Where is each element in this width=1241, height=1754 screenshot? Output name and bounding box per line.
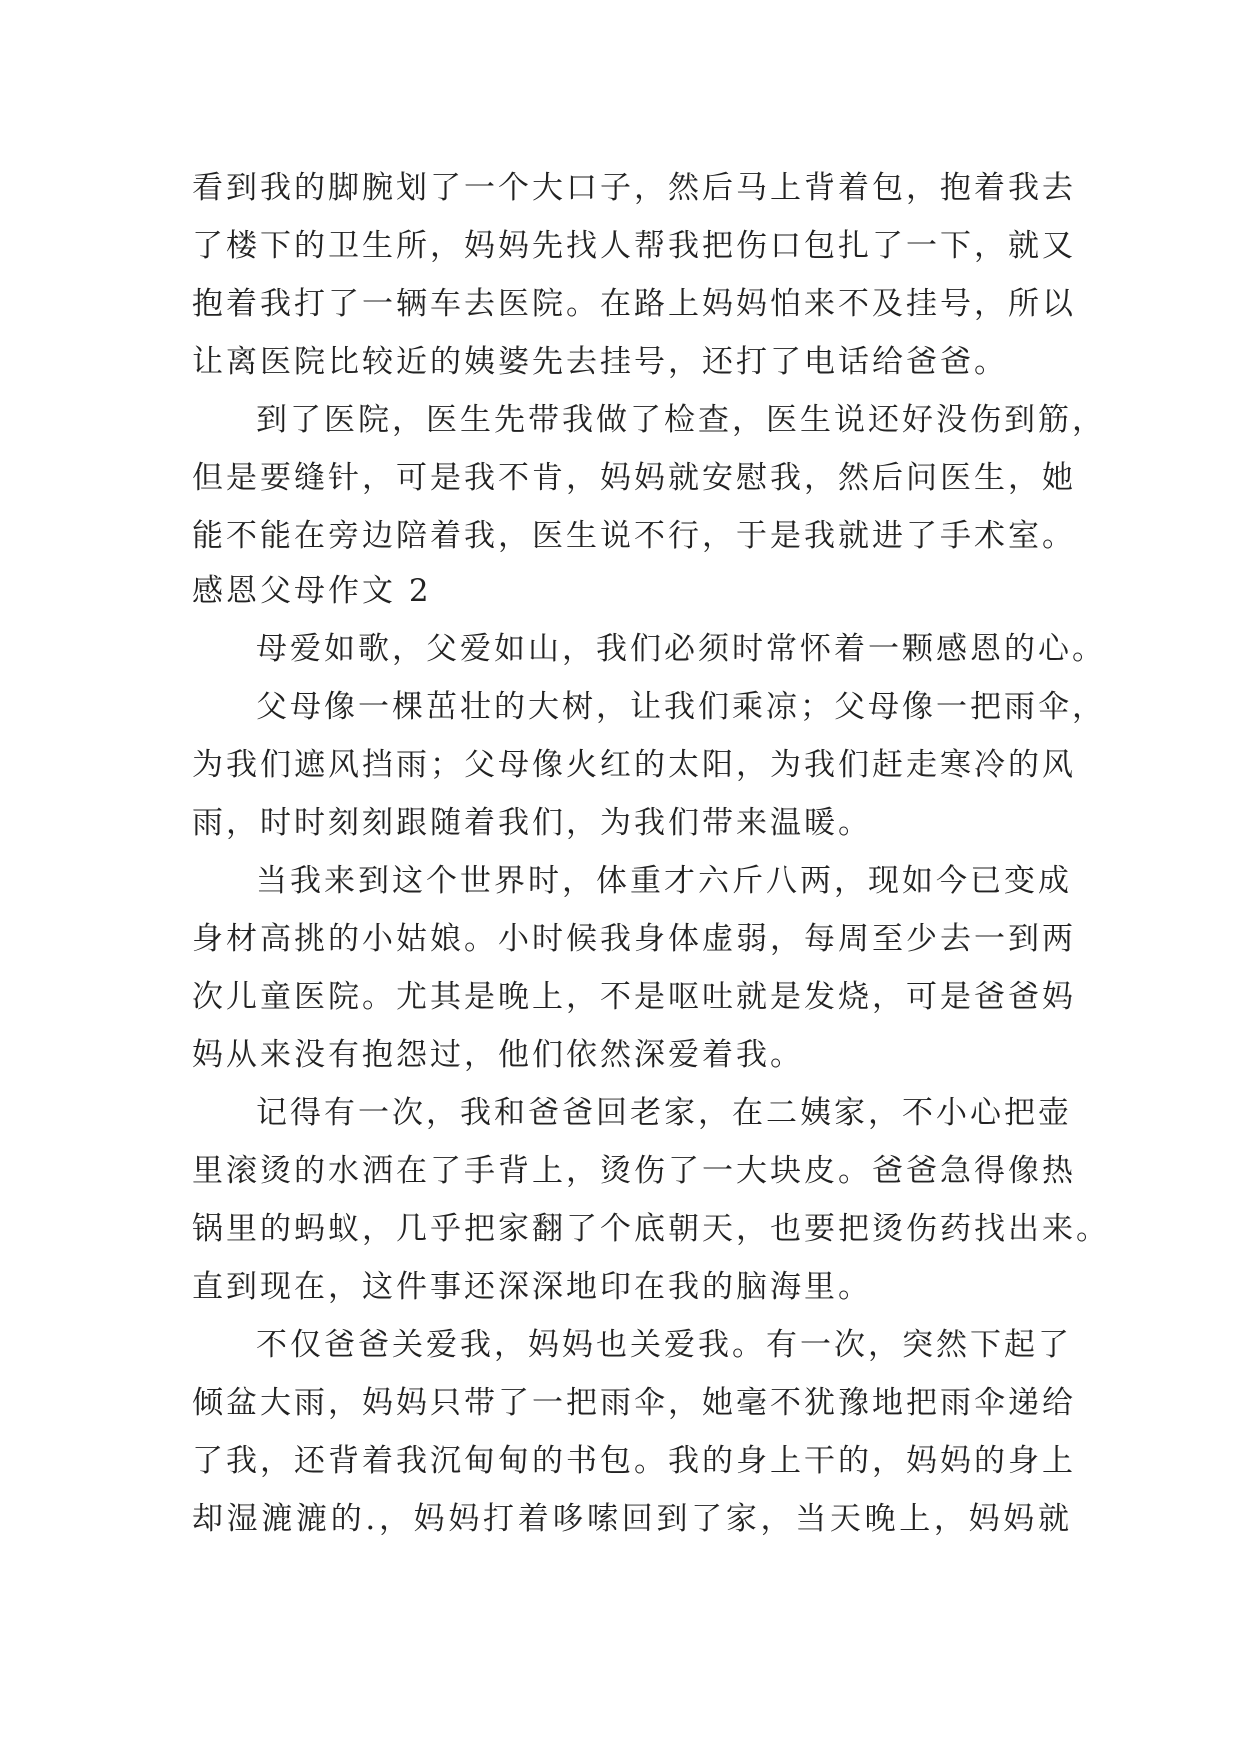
- paragraph-line: 次儿童医院。尤其是晚上，不是呕吐就是发烧，可是爸爸妈: [192, 979, 1076, 1015]
- paragraph-line: 但是要缝针，可是我不肯，妈妈就安慰我，然后问医生，她: [192, 460, 1076, 496]
- paragraph-line: 当我来到这个世界时，体重才六斤八两，现如今已变成: [256, 863, 1072, 899]
- paragraph-line: 雨，时时刻刻跟随着我们，为我们带来温暖。: [192, 805, 872, 841]
- paragraph-line: 妈从来没有抱怨过，他们依然深爱着我。: [192, 1037, 804, 1073]
- paragraph-line: 为我们遮风挡雨；父母像火红的太阳，为我们赶走寒冷的风: [192, 747, 1076, 783]
- paragraph-line: 身材高挑的小姑娘。小时候我身体虚弱，每周至少去一到两: [192, 921, 1076, 957]
- paragraph-line: 母爱如歌，父爱如山，我们必须时常怀着一颗感恩的心。: [256, 631, 1106, 667]
- paragraph-line: 让离医院比较近的姨婆先去挂号，还打了电话给爸爸。: [192, 344, 1008, 380]
- paragraph-line: 里滚烫的水洒在了手背上，烫伤了一大块皮。爸爸急得像热: [192, 1153, 1076, 1189]
- paragraph-line: 看到我的脚腕划了一个大口子，然后马上背着包，抱着我去: [192, 170, 1076, 206]
- paragraph-line: 父母像一棵茁壮的大树，让我们乘凉；父母像一把雨伞，: [256, 689, 1106, 725]
- paragraph-line: 直到现在，这件事还深深地印在我的脑海里。: [192, 1269, 872, 1305]
- paragraph-line: 记得有一次，我和爸爸回老家，在二姨家，不小心把壶: [256, 1095, 1072, 1131]
- section-heading: 感恩父母作文 2: [192, 573, 432, 609]
- paragraph-line: 能不能在旁边陪着我，医生说不行，于是我就进了手术室。: [192, 518, 1076, 554]
- paragraph-line: 锅里的蚂蚁，几乎把家翻了个底朝天，也要把烫伤药找出来。: [192, 1211, 1110, 1247]
- paragraph-line: 了我，还背着我沉甸甸的书包。我的身上干的，妈妈的身上: [192, 1443, 1076, 1479]
- paragraph-line: 倾盆大雨，妈妈只带了一把雨伞，她毫不犹豫地把雨伞递给: [192, 1385, 1076, 1421]
- paragraph-line: 了楼下的卫生所，妈妈先找人帮我把伤口包扎了一下，就又: [192, 228, 1076, 264]
- paragraph-line: 不仅爸爸关爱我，妈妈也关爱我。有一次，突然下起了: [256, 1327, 1072, 1363]
- paragraph-line: 抱着我打了一辆车去医院。在路上妈妈怕来不及挂号，所以: [192, 286, 1076, 322]
- paragraph-line: 却湿漉漉的.，妈妈打着哆嗦回到了家，当天晚上，妈妈就: [192, 1501, 1072, 1537]
- paragraph-line: 到了医院，医生先带我做了检查，医生说还好没伤到筋，: [256, 402, 1106, 438]
